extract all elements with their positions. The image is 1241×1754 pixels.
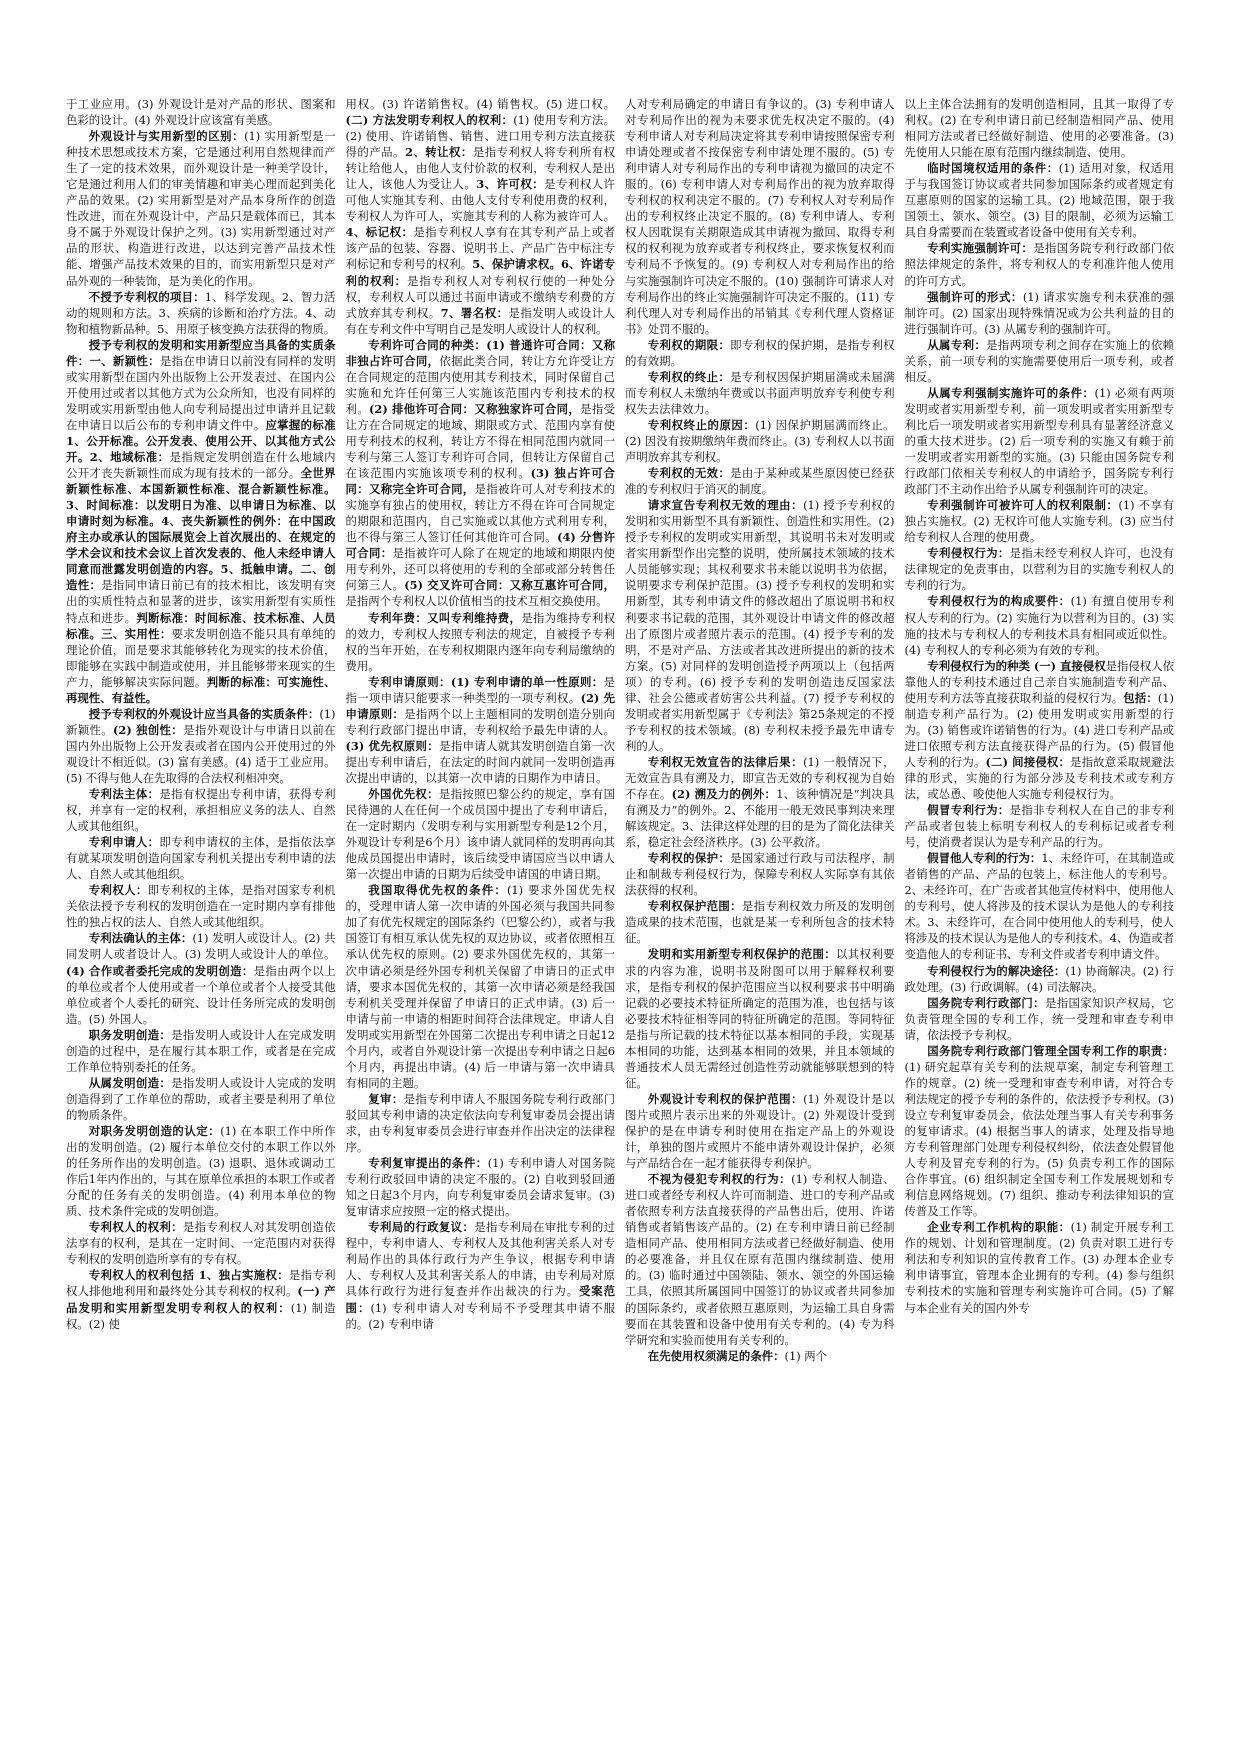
term-heading: 专利权人的权利包括 1、独占实施权： bbox=[88, 1268, 289, 1283]
paragraph bbox=[625, 754, 895, 850]
term-heading: 专利法确认的主体： bbox=[88, 931, 193, 946]
term-heading: 专利权的期限： bbox=[647, 337, 731, 352]
body-text: 是指申请人就其发明创造自第一次提出专利申请后，在法定的时间内就同一发明创造再次提出申请的，以其第一次申请的日期作为申请日。 bbox=[345, 738, 615, 785]
body-text: 是国家通过行政与司法程序，制止和制裁专利侵权行为，保障专利权人实际享有其依法获得的权利。 bbox=[625, 851, 895, 898]
term-heading: 受案范围： bbox=[345, 1284, 615, 1315]
term-heading: 不授予专利权的项目： bbox=[88, 289, 205, 304]
term-heading: 专利权人的权利： bbox=[88, 1220, 183, 1235]
paragraph bbox=[905, 1219, 1175, 1315]
document-page bbox=[66, 96, 1174, 1700]
paragraph bbox=[66, 1267, 336, 1331]
paragraph bbox=[66, 96, 336, 128]
body-text: 是指两个专利权人以价值相当的技术互相交换使用。 bbox=[345, 594, 608, 609]
body-text: 是指专利权效力所及的发明创造成果的技术范围，也就是某一专利所包含的技术特征。 bbox=[625, 899, 895, 946]
body-text: (1) 适用对象，权适用于与我国签订协议或者共同参加国际条约或者规定有互惠原则的国家的运输工具。(2) 地域范围，限于我国领土、领水、领空。(3) 目的限制，必须为运输工具自身需要而在装置或者设备中使用有关专利。 bbox=[904, 161, 1174, 240]
term-heading: 企业专利工作机构的职能： bbox=[927, 1220, 1071, 1235]
body-text: 是指外观设计与申请日以前在国内外出版物上公开发表或者在国内公开使用过的外观设计不相近似。(3) 富有美感。(4) 适于工业应用。(5) 不得与他人在先取得的合法权利相冲突。 bbox=[66, 722, 336, 785]
term-heading: 专利权终止的原因： bbox=[647, 417, 756, 432]
paragraph bbox=[905, 545, 1175, 593]
term-heading: (3) 优先权原则： bbox=[345, 738, 440, 753]
term-heading: 专利权的无效： bbox=[647, 466, 731, 481]
text-column-1 bbox=[66, 96, 336, 1700]
term-heading: 在先使用权须满足的条件： bbox=[647, 1348, 785, 1363]
paragraph bbox=[66, 337, 336, 706]
paragraph bbox=[66, 128, 336, 288]
paragraph bbox=[346, 337, 616, 610]
body-text: 以上主体合法拥有的发明创造相同，且其一取得了专利权。(2) 在专利申请日前已经制造相同产品、使用相同方法或者已经做好制造、使用的必要准备。(3) 先使用人只能在原有范围内继续制造、使用。 bbox=[904, 97, 1174, 160]
paragraph bbox=[625, 1348, 895, 1364]
term-heading: (一) 产品发明和实用新型发明专利权人的权利： bbox=[66, 1284, 336, 1315]
body-text: 是指有权提出专利申请，获得专利权，并享有一定的权利，承担相应义务的法人、自然人或其他组织。 bbox=[66, 787, 336, 834]
term-heading: 职务发明创造： bbox=[88, 1027, 172, 1042]
term-heading: 判断标准：时间标准、技术标准、人员标准。三、实用性： bbox=[66, 610, 336, 641]
body-text: 是指受让方在合同规定的地域、期限或方式、范围内享有使用专利技术的权利，转让方不得在相同范围内就同一专利与第三人签订专利许可合同，但转让方保留自己在该范围内实施该项专利的权利。 bbox=[345, 401, 615, 481]
body-text: 用权。(3) 许诺销售权。(4) 销售权。(5) 进口权。 bbox=[345, 97, 615, 111]
body-text: 是指规定发明创造在什么地域内公开才丧失新颖性而成为现有技术的一部分。 bbox=[66, 450, 336, 481]
term-heading: 假冒他人专利的行为： bbox=[927, 851, 1042, 866]
paragraph bbox=[625, 850, 895, 898]
term-heading: 专利侵权行为的种类 (一) 直接侵权 bbox=[927, 658, 1106, 673]
body-text: 是指专利申请人不服国务院专利行政部门驳回其专利申请的决定依法向专利复审委员会提出请求，由专利复审委员会进行审查并作出决定的法律程序。 bbox=[345, 1091, 615, 1155]
paragraph bbox=[346, 786, 616, 882]
body-text: 是指在申请日以前没有同样的发明或实用新型在国内外出版物上公开发表过、在国内公开使用过或者以其他方式为公众所知，也没有同样的发明或实用新型由他人向专利局提出过申请并且记载在申请日以后公布的专利申请文件中。 bbox=[66, 353, 336, 432]
body-text: (1) 实用新型是一种技术思想或技术方案，它是通过利用自然规律而产生了一定的技术效果，而外观设计是一种美学设计，它是通过利用人们的审美情趣和审美心理而起到美化产品的效果。(2) 实用新型是对产品本身所作的创造性改进，而在外观设计中，产品只是载体而已，其本身不属于外观设计保护之列。(3) 实用新型通过对产品的形状、构造进行改进，以达到完善产品技术性能、增强产品技术效果的目的，而实用新型只是对产品外观的一种装饰，是为美化的作用。 bbox=[66, 129, 336, 288]
term-heading: (3) 独占许可合同：又称完全许可合同， bbox=[345, 466, 615, 497]
body-text: 是专利权因保护期届满或未届满而专利权人未缴纳年费或以书面声明放弃专利使专利权失去法律效力。 bbox=[625, 369, 895, 416]
paragraph bbox=[346, 1219, 616, 1331]
term-heading: 请求宣告专利权无效的理由： bbox=[647, 498, 804, 513]
paragraph bbox=[905, 96, 1175, 160]
body-text: (1) 制定开展专利工作的规划、计划和管理制度。(2) 负责对职工进行专利法和专利知识的宣传教育工作。(3) 办理本企业专利申请事宜，管理本企业拥有的专利。(4) 参与组织专利技术的实施和管理专利实施许可合同。(5) 了解与本企业有关的国内外专 bbox=[904, 1220, 1174, 1315]
paragraph bbox=[346, 882, 616, 1091]
body-text: (1) 因保护期届满而终止。(2) 因没有按期缴纳年费而终止。(3) 专利权人以书面声明放弃其专利权。 bbox=[625, 417, 895, 465]
body-text: (1) 请求实施专利未获准的强制许可。(2) 国家出现特殊情况或为公共利益的目的进行强制许可。(3) 从属专利的强制许可。 bbox=[904, 289, 1174, 336]
body-text: (1) 发明人或设计人。(2) 共同发明人或者设计人。(3) 发明人或设计人的单位。 bbox=[66, 931, 336, 962]
paragraph bbox=[346, 610, 616, 674]
body-text: 人对专利局确定的申请日有争议的。(3) 专利申请人对专利局作出的视为未要求优先权决定不服的。(4) 专利申请人对专利局决定将其专利申请按照保密专利申请处理或者不按保密专利申请处理不服的。(5) 专利申请人对专利局作出的专利申请视为撤回的决定不服的。(6) 专利申请人对专利局作出的视为放弃取得专利权的权利决定不服的。(7) 专利权人对专利局作出的专利权终止决定不服的。(8) 专利申请人、专利权人因耽误有关期限造成其申请视为撤回、取得专利权的权利视为放弃或者专利权终止，要求恢复权利而专利局不予恢复的。(9) 专利权人对专利局作出的给与实施强制许可决定不服的。(10) 强制许可请求人对专利局作出的终止实施强制许可决定不服的。(11) 专利代理人对专利局作出的吊销其《专利代理人资格证书》处罚不服的。 bbox=[625, 97, 895, 336]
term-heading: 判断的标准：可实施性、再现性、有益性。 bbox=[66, 674, 336, 705]
body-text: 是指两项专利之间存在实施上的依赖关系，前一项专利的实施需要使用后一项专利，或者相反。 bbox=[904, 337, 1174, 384]
body-text: 是指国家知识产权局，它负责管理全国的专利工作，统一受理和审查专利申请，依法授予专利权。 bbox=[904, 995, 1174, 1042]
body-text: 是指被许可人除了在规定的地域和期限内使用专利外，还可以将使用的专利的全部或部分转售任何第三人。 bbox=[345, 546, 615, 593]
body-text: 是指专利权人对其发明创造依法享有的权利，是其在一定时间、一定范围内对获得专利权的发明创造所享有的专有权。 bbox=[66, 1220, 336, 1267]
paragraph bbox=[625, 465, 895, 497]
body-text: (1) 制造权。(2) 使 bbox=[66, 1300, 336, 1331]
term-heading: 7、署名权： bbox=[440, 305, 509, 320]
term-heading: (2) 先申请原则： bbox=[345, 690, 615, 721]
paragraph bbox=[66, 289, 336, 337]
body-text: 是指国务院专利行政部门依照法律规定的条件，将专利权人的专利准许他人使用的许可方式。 bbox=[904, 241, 1174, 288]
term-heading: (二) 方法发明专利权人的权利： bbox=[345, 113, 514, 128]
term-heading: 专利申请人： bbox=[88, 835, 160, 850]
term-heading: 专利权的终止： bbox=[647, 369, 731, 384]
body-text: 是指同申请日前已有的技术相比，该发明有突出的实质性特点和显著的进步，该实用新型有实质性特点和进步。 bbox=[66, 578, 336, 625]
body-text: 即专利权的保护期，是指专利权的有效期。 bbox=[625, 337, 895, 368]
term-heading: 2、转让权： bbox=[404, 145, 473, 160]
body-text: (1) 专利申请人对国务院专利行政驳回申请的决定不服的。(2) 自收到驳回通知之日起3个月内，向专利复审委员会请求复审。(3) 复审请求应按照一定的格式提出。 bbox=[345, 1156, 615, 1219]
term-heading: 专利实施强制许可： bbox=[927, 241, 1034, 256]
paragraph bbox=[66, 786, 336, 834]
body-text: 1、科学发现。2、智力活动的规则和方法。3、疾病的诊断和治疗方法。4、动物和植物新品种。5、用原子核变换方法获得的物质。 bbox=[66, 289, 336, 336]
paragraph bbox=[66, 1219, 336, 1267]
body-text: (1) 授予专利权的发明和实用新型不具有新颖性、创造性和实用性。(2) 授予专利权的发明或实用新型，其说明书未对发明或者实用新型作出完整的说明，使所属技术领域的技术人员能够实现；其权利要求书未能以说明书为依据，说明要求专利保护范围。(3) 授予专利权的发明和实用新型，其专利申请文件的修改超出了原说明书和权利要求书记载的范围，其外观设计申请文件的修改超出了原图片或者照片表示的范围。(4) 授予专利的发明，不是对产品、方法或者其改进所提出的新的技术方案。(5) 对同样的发明创造授予两项以上（包括两项）的专利。(6) 授予专利的发明创造违反国家法律、社会公德或者妨害公共利益。(7) 授予专利权的发明或者实用新型属于《专利法》第25条规定的不授予专利权的技术领域。(8) 专利权未授予最先申请专利的人。 bbox=[625, 498, 895, 753]
body-text: (1) 专利权人制造、进口或者经专利权人许可而制造、进口的专利产品或者依照专利方法直接获得的产品售出后，使用、许诺销售或者销售该产品的。(2) 在专利申请日前已经制造相同产品、使用相同方法或者已经做好制造、使用的必要准备，并且仅在原有范围内继续制造、使用的。(3) 临时通过中国领陆、领水、领空的外国运输工具，依照其所属国同中国签订的协议或者共同参加的国际条约，或者依照互惠原则，为运输工具自身需要而在其装置和设备中使用有关专利的。(4) 专为科学研究和实验而使用有关专利的。 bbox=[625, 1172, 895, 1347]
body-text: (1) 有擅自使用专利权人专利的行为。(2) 实施行为以营利为目的。(3) 实施的技术与专利权人的专利技术具有相同或近似性。(4) 专利权人的专利必须为有效的专利。 bbox=[904, 594, 1174, 657]
term-heading: 专利侵权行为的解决途径： bbox=[927, 963, 1066, 978]
term-heading: 5、保护请求权。6、许诺专利的权利： bbox=[345, 257, 615, 288]
term-heading: 从属专利强制实施许可的条件： bbox=[927, 385, 1095, 400]
body-text: (1) 要求外国优先权的，受理申请人第一次申请的外国必须与我国共同参加了有优先权规定的国际条约（巴黎公约），或者与我国签订有相互承认优先权的双边协议，或者依照相互承认优先权的原则。(2) 要求外国优先权的，其第一次申请必须是经外国专利机关保留了申请日的正式申请，要求本国优先权的，其第一次申请必须是经我国专利机关受理并保留了申请日的正式申请。(3) 后一申请与前一申请的相距时间符合法律规定。申请人自发明或实用新型在外国第二次提出专利申请之日起12个月内，或者自外观设计第一次提出专利申请之日起6个月内，再提出申请。(4) 后一申请与第一次申请具有相同的主题。 bbox=[345, 883, 615, 1090]
term-heading: 专利权保护范围： bbox=[647, 899, 742, 914]
paragraph bbox=[66, 1075, 336, 1123]
term-heading: 专利权无效宣告的法律后果： bbox=[647, 754, 804, 769]
paragraph bbox=[905, 593, 1175, 657]
term-heading: 专利权的保护： bbox=[647, 851, 731, 866]
term-heading: (5) 交叉许可合同：又称互惠许可合同， bbox=[404, 578, 615, 593]
paragraph bbox=[66, 1027, 336, 1075]
term-heading: (2) 独创性： bbox=[113, 722, 184, 737]
body-text: 1、未经许可，在其制造或者销售的产品、产品的包装上，标注他人的专利号。2、未经许可，在广告或者其他宣传材料中，使用他人的专利号，使人将涉及的技术误认为是他人的专利技术。3、未经许可，在合同中使用他人的专利号，使人将涉及的技术误认为是他人的专利技术。4、伪造或者变造他人的专利证书、专利文件或者专利申请文件。 bbox=[904, 851, 1174, 962]
body-text: 是指按照巴黎公约的规定，享有国民待遇的人在任何一个成员国中提出了专利申请后，在一定时期内（发明专利与实用新型专利是12个月，外观设计专利是6个月）该申请人就同样的发明再向其他成员国提出申请时，该后续受申请国应当以申请人第一次提出申请的日期为后续受申请国的申请日期。 bbox=[345, 787, 615, 882]
term-heading: 外观设计专利权的保护范围： bbox=[647, 1091, 804, 1106]
body-text: (1) 必须有两项发明或者实用新型专利，前一项发明或者实用新型专利比后一项发明或者实用新型专利具有显著经济意义的重大技术进步。(2) 后一项专利的实施又有赖于前一发明或者实用新型的实施。(3) 只能由国务院专利行政部门依相关专利权人的申请给予，国务院专利行政部门不主动作出给予从属专利强制许可的决定。 bbox=[904, 385, 1174, 497]
body-text: 是指发明人或设计人在完成发明创造的过程中，是在履行其本职工作，或者是在完成工作单位特别委托的任务。 bbox=[66, 1027, 336, 1074]
body-text: 是指未经专利权人许可，也没有法律规定的免责事由，以营利为目的实施专利权人的专利的行为。 bbox=[904, 546, 1174, 593]
body-text: 是指被许可人对专利技术的实施享有独占的使用权，转让方不得在许可合同规定的期限和范围内，自己实施或以其他方式利用专利，也不得与第三人签订任何其他许可合同。 bbox=[345, 482, 615, 545]
term-heading: 专利权人： bbox=[88, 883, 148, 898]
body-text: 是指专利权人将专利所有权转让给他人，由他人支付价款的权利，专利权人是出让人，该他人为受让人。 bbox=[345, 145, 615, 192]
body-text: (1) 新颖性。 bbox=[66, 706, 336, 737]
body-text: 即专利权的主体，是指对国家专利机关依法授予专利权的发明创造在一定时期内享有排他性的独占权的法人、自然人或其他组织。 bbox=[66, 883, 336, 930]
paragraph bbox=[625, 1171, 895, 1348]
term-heading: 从属专利： bbox=[927, 337, 987, 352]
body-text: (1) 一般情况下，无效宣告具有溯及力，即宣告无效的专利权视为自始不存在。 bbox=[625, 754, 895, 802]
body-text: 以其权利要求的内容为准，说明书及附图可以用于解释权利要求，是指专利权的保护范围应当以权利要求书中明确记载的必要技术特征所确定的范围为准，也包括与该必要技术特征相等同的特征所确定的范围。等同特征是指与所记载的技术特征以基本相同的手段，实现基本相同的功能，达到基本相同的效果，并且本领域的普通技术人员无需经过创造性劳动就能够联想到的特征。 bbox=[625, 947, 895, 1090]
body-text: 是指两个以上主题相同的发明创造分别向专利行政部门提出申请，专利权给予最先申请的人。 bbox=[345, 706, 615, 737]
body-text: 依据此类合同，转让方允许受让方在合同规定的范围内使用其专利技术，同时保留自己实施和允许任何第三人实施该范围内专利技术的权利。 bbox=[345, 353, 615, 416]
body-text: 于工业应用。(3) 外观设计是对产品的形状、图案和色彩的设计。(4) 外观设计应该富有美感。 bbox=[66, 97, 336, 128]
term-heading: 专利许可合同的种类：(1) 普通许可合同：又称非独占许可合同， bbox=[345, 337, 615, 368]
paragraph bbox=[346, 674, 616, 786]
term-heading: 临时国境权适用的条件： bbox=[927, 161, 1059, 176]
text-column-2 bbox=[346, 96, 616, 1700]
paragraph bbox=[905, 1043, 1175, 1220]
paragraph bbox=[625, 497, 895, 754]
term-heading: (二) 间接侵权： bbox=[985, 754, 1071, 769]
term-heading: 国务院专利行政部门管理全国专利工作的职责： bbox=[927, 1043, 1174, 1058]
term-heading: 授予专利权的外观设计应当具备的实质条件： bbox=[88, 706, 320, 721]
paragraph bbox=[905, 289, 1175, 337]
term-heading: 强制许可的形式： bbox=[927, 289, 1023, 304]
term-heading: 专利侵权行为： bbox=[927, 546, 1010, 561]
term-heading: 授予专利权的发明和实用新型应当具备的实质条件：一、新颖性： bbox=[66, 337, 336, 368]
paragraph bbox=[346, 1155, 616, 1219]
paragraph bbox=[905, 963, 1175, 995]
body-text: (1) 在本职工作中所作出的发明创造。(2) 履行本单位交付的本职工作以外的任务所作出的发明创造。(3) 退职、退休或调动工作后1年内作出的，与其在原单位承担的本职工作或者分配的任务有关的发明创造。(4) 利用本单位的物质、技术条件完成的发明创造。 bbox=[66, 1124, 336, 1219]
paragraph bbox=[905, 850, 1175, 962]
paragraph bbox=[625, 337, 895, 369]
body-text: 是指一项申请只能要求一种类型的一项专利权。 bbox=[345, 674, 615, 705]
text-column-3 bbox=[625, 96, 895, 1700]
term-heading: (2) 溯及力的例外： bbox=[671, 787, 777, 802]
body-text: 要求发明创造不能只具有单纯的理论价值，而是要求其能够转化为现实的技术价值，即能够在实践中制造或使用，并且能够带来现实的生产力，能够解决实际问题。 bbox=[66, 626, 336, 689]
paragraph bbox=[905, 497, 1175, 545]
body-text: 是指专利权人排他地利用和最终处分其专利权的权利。 bbox=[66, 1268, 336, 1299]
paragraph bbox=[905, 240, 1175, 288]
body-text: 是指专利权人对专利权行使的一种处分权，专利权人可以通过书面申请或不缴纳专利费的方式放弃其专利权。 bbox=[345, 273, 615, 320]
body-text: (1) 两个 bbox=[784, 1348, 828, 1363]
paragraph bbox=[905, 160, 1175, 240]
paragraph bbox=[346, 1091, 616, 1155]
paragraph bbox=[905, 995, 1175, 1043]
term-heading: (4) 合作或者委托完成的发明创造： bbox=[66, 963, 254, 978]
term-heading: 专利年费：又叫专利维持费， bbox=[368, 610, 522, 625]
body-text: (1) 专利申请人对专利局不予受理其申请不服的。(2) 专利申请 bbox=[345, 1300, 615, 1331]
term-heading: 全世界新颖性标准、本国新颖性标准、混合新颖性标准。3、时间标准：以发明日为准、以申请日为标准、以申请时刻为标准。4、丧失新颖性的例外：在中国政府主办或承认的国际展览会上首次展出的、在规定的学术会议和技术会议上首次发表的、他人未经申请人同意而泄露发明创造的内容。5、抵触申请。二、创造性： bbox=[66, 466, 336, 593]
term-heading: 专利局的行政复议： bbox=[368, 1220, 475, 1235]
body-text: (1) 研究起草有关专利的法规草案，制定专利管理工作的规章。(2) 统一受理和审查专利申请，对符合专利法规定的授予专利的条件的，依法授予专利权。(3) 设立专利复审委员会，依法处理当事人有关专利事务的复审请求。(4) 根据当事人的请求，处理及指导地方专利管理部门处理专利侵权纠纷，依法查处假冒他人专利及冒充专利的行为。(5) 负责专利工作的国际合作事宜。(6) 组织制定全国专利工作发展规划和专利信息网络规划。(7) 组织、推动专利法律知识的宣传普及工作等。 bbox=[904, 1059, 1174, 1219]
term-heading: 发明和实用新型专利权保护的范围： bbox=[647, 947, 837, 962]
body-text: 是专利权人许可他人实施其专利、由他人支付专利使用费的权利，专利权人为许可人，实施其专利的人称为被许可人。 bbox=[345, 177, 615, 224]
term-heading: 应掌握的标准 1、公开标准。公开发表、使用公开、以其他方式公开。2、地域标准： bbox=[66, 417, 336, 465]
term-heading: 从属发明创造： bbox=[88, 1075, 172, 1090]
term-heading: 专利申请原则：(1) 专利申请的单一性原则： bbox=[368, 674, 604, 689]
body-text: 1、该种情况是“判决具有溯及力”的例外。2、不能用一般无效民事判决来理解该规定。3、法律这样处理的目的是为了简化法律关系，稳定社会经济秩序。(3) 公平救济。 bbox=[625, 787, 895, 850]
term-heading: 我国取得优先权的条件： bbox=[368, 883, 507, 898]
paragraph bbox=[905, 802, 1175, 850]
text-column-4 bbox=[905, 96, 1175, 1700]
paragraph bbox=[905, 658, 1175, 802]
body-text: 是由于某种或某些原因使已经获准的专利权归于消灭的制度。 bbox=[625, 466, 895, 497]
paragraph bbox=[66, 930, 336, 1026]
term-heading: 包括： bbox=[1123, 690, 1158, 705]
term-heading: 专利侵权行为的构成要件： bbox=[927, 594, 1071, 609]
body-text: (1) 制造专利产品行为。(2) 使用发明或实用新型的行为。(3) 销售或许诺销售的行为。(4) 进口专利产品或进口依照专利方法直接获得产品的行为。(5) 假冒他人专利的行为。 bbox=[904, 690, 1174, 769]
paragraph bbox=[66, 1123, 336, 1219]
term-heading: (2) 排他许可合同：又称独家许可合同， bbox=[369, 401, 581, 416]
body-text: 是指专利权人享有在其专利产品上或者该产品的包装、容器、说明书上、产品广告中标注专利标记和专利号的权利。 bbox=[345, 225, 615, 272]
paragraph bbox=[66, 706, 336, 786]
body-text: 是指非专利权人在自己的非专利产品或者包装上标明专利权人的专利标记或者专利号，使消费者误认为是专利产品的行为。 bbox=[904, 803, 1174, 850]
term-heading: (4) 分售许可合同： bbox=[345, 530, 615, 561]
paragraph bbox=[625, 946, 895, 1090]
term-heading: 假冒专利行为： bbox=[927, 803, 1010, 818]
term-heading: 外国优先权： bbox=[368, 787, 439, 802]
paragraph bbox=[625, 369, 895, 417]
term-heading: 国务院专利行政部门： bbox=[927, 995, 1045, 1010]
paragraph bbox=[66, 834, 336, 882]
body-text: 是指为维持专利权的效力，专利权人按照专利法的规定，自被授予专利权的当年开始，在专利权期限内逐年向专利局缴纳的费用。 bbox=[345, 610, 615, 673]
body-text: 是指由两个以上的单位或者个人使用或者一个单位或者个人接受其他单位或者个人委托的研究、设计任务所完成的发明创造。(5) 外国人。 bbox=[66, 963, 336, 1026]
term-heading: 3、许可权： bbox=[476, 177, 545, 192]
term-heading: 专利法主体： bbox=[88, 787, 160, 802]
term-heading: 外观设计与实用新型的区别： bbox=[88, 129, 245, 144]
term-heading: 复审： bbox=[368, 1091, 404, 1106]
paragraph bbox=[625, 96, 895, 337]
body-text: 是指发明人或设计人有在专利文件中写明自己是发明人或设计人的权利。 bbox=[345, 305, 615, 336]
body-text: (1) 外观设计是以图片或照片表示出来的外观设计。(2) 外观设计受到保护的是在申请专利时使用在指定产品上的外观设计，单独的图片或照片不能申请外观设计保护，必须与产品结合在一起才能获得专利保护。 bbox=[625, 1091, 895, 1171]
body-text: 即专利申请权的主体，是指依法享有就某项发明创造向国家专利机关提出专利申请的法人、自然人或其他组织。 bbox=[66, 835, 336, 882]
body-text: 是指专利局在审批专利的过程中，专利申请人、专利权人及其他利害关系人对专利局作出的具体行政行为产生争议，根据专利申请人、专利权人及其利害关系人的申请，由专利局对原具体行政行为进行复查并作出裁决的行为。 bbox=[345, 1220, 615, 1299]
body-text: (1) 不享有独占实施权。(2) 无权许可他人实施专利。(3) 应当付给专利权人合理的使用费。 bbox=[904, 498, 1174, 545]
term-heading: 不视为侵犯专利权的行为： bbox=[647, 1172, 792, 1187]
paragraph bbox=[625, 417, 895, 465]
body-text: 是指发明人或设计人完成的发明创造得到了工作单位的帮助，或者主要是利用了单位的物质条件。 bbox=[66, 1075, 336, 1122]
term-heading: 对职务发明创造的认定： bbox=[88, 1124, 221, 1138]
body-text: 是指侵权人依靠他人的专利技术通过自己亲自实施制造专利产品、使用专利方法等直接获取利益的侵权行为。 bbox=[904, 658, 1174, 705]
paragraph bbox=[625, 1091, 895, 1171]
paragraph bbox=[625, 898, 895, 946]
body-text: (1) 协商解决。(2) 行政处理。(3) 行政调解。(4) 司法解决。 bbox=[904, 963, 1174, 994]
body-text: (1) 使用专利方法。(2) 使用、许诺销售、销售、进口用专利方法直接获得的产品。 bbox=[345, 113, 615, 160]
term-heading: 专利强制许可被许可人的权利限制： bbox=[927, 498, 1119, 513]
paragraph bbox=[905, 385, 1175, 497]
paragraph bbox=[905, 337, 1175, 385]
body-text: 是指故意采取规避法律的形式，实施的行为部分涉及专利技术或专利方法，或怂恿、唆使他人实施专利侵权行为。 bbox=[904, 754, 1174, 802]
term-heading: 4、标记权： bbox=[345, 225, 414, 240]
term-heading: 专利复审提出的条件： bbox=[368, 1156, 488, 1171]
paragraph bbox=[66, 882, 336, 930]
paragraph bbox=[346, 96, 616, 337]
